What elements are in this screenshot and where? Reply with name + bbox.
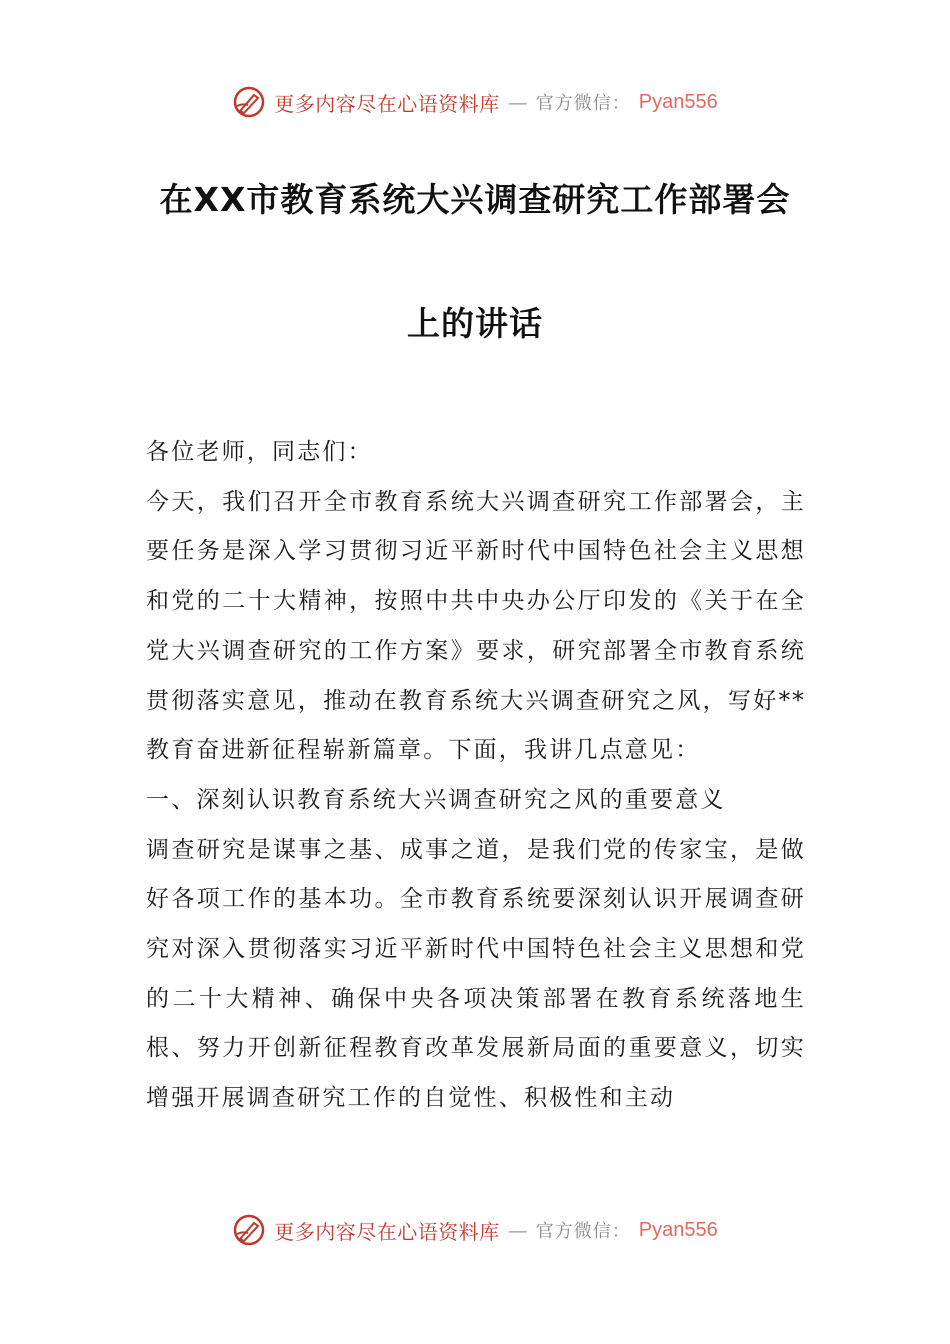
promo-dash: —	[507, 1218, 528, 1242]
promo-dash: —	[507, 90, 528, 114]
salutation: 各位老师，同志们：	[146, 439, 373, 465]
paragraph-intro: 今天，我们召开全市教育系统大兴调查研究工作部署会，主要任务是深入学习贯彻习近平新时代中国特色社会主义思想和党的二十大精神，按照中共中央办公厅印发的《关于在全党大兴调查研究的工作方案》要求，研究部署全市教育系统贯彻落实意见，推动在教育系统大兴调查研究之风，写好**教育奋进新征程崭新篇章。下面，我讲几点意见：	[146, 488, 806, 764]
pen-logo-icon	[232, 85, 266, 119]
document-title-line-2: 上的讲话	[407, 304, 543, 343]
official-label: 官方微信：	[535, 1221, 631, 1242]
wechat-id: Pyan556	[638, 1218, 718, 1241]
promo-text: 更多内容尽在心语资料库	[274, 91, 500, 116]
document-body	[146, 428, 806, 1124]
wechat-id: Pyan556	[638, 90, 718, 113]
document-title-line-1: 在XX市教育系统大兴调查研究工作部署会	[159, 180, 791, 219]
pen-logo-icon	[232, 1213, 266, 1247]
header-banner	[0, 82, 950, 122]
section-heading-1: 一、深刻认识教育系统大兴调查研究之风的重要意义	[146, 786, 726, 813]
footer-banner	[0, 1210, 950, 1250]
official-label: 官方微信：	[535, 93, 631, 114]
promo-text: 更多内容尽在心语资料库	[274, 1219, 500, 1244]
paragraph-section-1: 调查研究是谋事之基、成事之道，是我们党的传家宝，是做好各项工作的基本功。全市教育系统要深刻认识开展调查研究对深入贯彻落实习近平新时代中国特色社会主义思想和党的二十大精神、确保中央各项决策部署在教育系统落地生根、努力开创新征程教育改革发展新局面的重要意义，切实增强开展调查研究工作的自觉性、积极性和主动	[146, 836, 806, 1112]
